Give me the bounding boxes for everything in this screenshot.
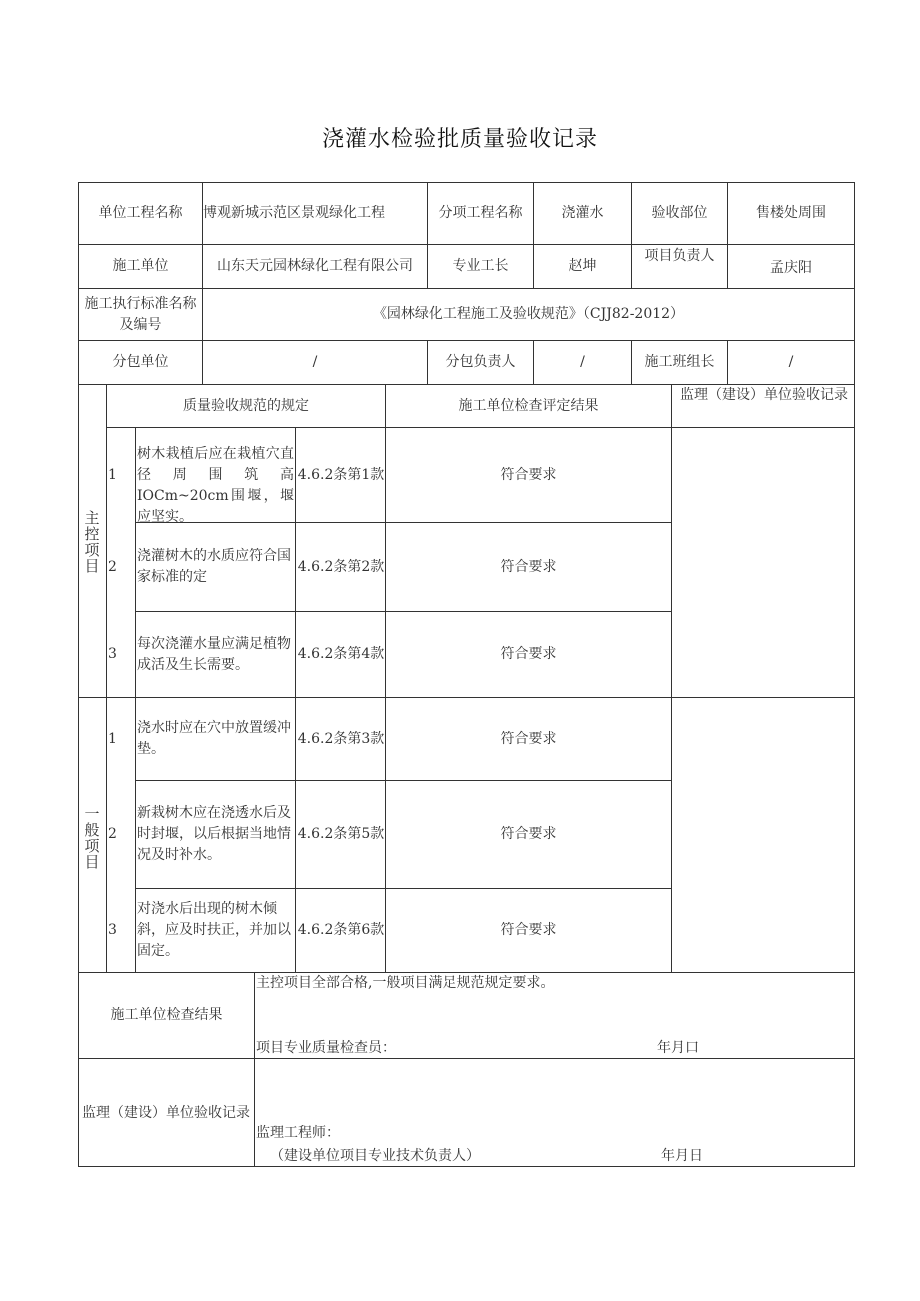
general-item-2-clause: 4.6.2条第5款: [297, 826, 385, 842]
main-item-2-result: 符合要求: [500, 558, 557, 575]
main-item-1-text: 树木栽植后应在栽植穴直径周围筑高IOCm~20cm围堰，堰应坚实。: [137, 446, 294, 525]
main-item-1-no: 1: [108, 466, 117, 483]
unit-project-label: 单位工程名称: [98, 205, 183, 221]
team-leader-value: /: [788, 354, 794, 370]
main-item-2-text: 浇灌树木的水质应符合国家标准的定: [137, 548, 291, 585]
contractor-result-text: 主控项目全部合格,一般项目满足规范规定要求。: [256, 975, 555, 991]
general-item-3-text: 对浇水后出现的树木倾斜，应及时扶正，并加以固定。: [137, 901, 291, 959]
main-item-3-text: 每次浇灌水量应满足植物成活及生长需要。: [137, 635, 291, 673]
main-item-1-result: 符合要求: [500, 466, 557, 483]
general-item-1-result: 符合要求: [500, 730, 557, 747]
general-item-2-result: 符合要求: [500, 826, 557, 842]
unit-project-value: 博观新城示范区景观绿化工程: [203, 205, 385, 221]
foreman-value: 赵坤: [568, 258, 597, 274]
page-title: 浇灌水检验批质量验收记录: [321, 127, 598, 152]
supervision-label: 监理（建设）单位验收记录: [82, 1104, 250, 1121]
engineer-label: 监理工程师：: [256, 1125, 340, 1141]
general-item-3-no: 3: [108, 922, 117, 938]
general-item-2-text: 新栽树木应在浇透水后及时封堰，以后根据当地情况及时补水。: [137, 805, 291, 863]
general-items-label: 一般项目: [84, 805, 100, 871]
main-items-label: 主控项目: [84, 509, 100, 575]
acceptance-part-value: 售楼处周围: [756, 205, 826, 221]
main-item-1-clause: 4.6.2条第1款: [297, 466, 385, 483]
column-supervision: 监理（建设）单位验收记录: [680, 387, 848, 403]
main-item-3-no: 3: [108, 646, 117, 662]
acceptance-part-label: 验收部位: [651, 205, 708, 221]
subcontractor-label: 分包单位: [112, 354, 169, 370]
owner-label: （建设单位项目专业技术负责人）: [270, 1148, 480, 1164]
contractor-label: 施工单位: [112, 258, 169, 274]
standard-value: 《园林绿化工程施工及验收规范》（CJJ82-2012）: [372, 306, 685, 322]
sub-project-value: 浇灌水: [561, 205, 604, 221]
general-item-2-no: 2: [108, 826, 117, 842]
general-item-1-no: 1: [108, 730, 117, 747]
sub-manager-label: 分包负责人: [445, 354, 516, 370]
main-item-3-result: 符合要求: [500, 646, 557, 662]
standard-label: 施工执行标准名称及编号: [84, 295, 197, 333]
pm-value: 孟庆阳: [770, 260, 812, 276]
general-item-1-text: 浇水时应在穴中放置缓冲垫。: [137, 720, 291, 757]
column-spec: 质量验收规范的规定: [183, 397, 309, 414]
sub-project-label: 分项工程名称: [438, 205, 523, 221]
inspector-date: 年月口: [657, 1040, 699, 1056]
inspector-label: 项目专业质量检查员：: [256, 1040, 396, 1056]
supervision-date: 年月日: [661, 1148, 703, 1164]
subcontractor-value: /: [312, 354, 318, 370]
team-leader-label: 施工班组长: [644, 354, 715, 370]
main-item-2-clause: 4.6.2条第2款: [297, 558, 385, 575]
general-item-3-clause: 4.6.2条第6款: [297, 922, 385, 938]
foreman-label: 专业工长: [452, 258, 509, 274]
main-item-2-no: 2: [108, 558, 117, 575]
column-result: 施工单位检查评定结果: [458, 397, 599, 414]
sub-manager-value: /: [580, 354, 585, 370]
pm-label: 项目负责人: [644, 247, 715, 264]
general-item-3-result: 符合要求: [500, 922, 557, 938]
main-item-3-clause: 4.6.2条第4款: [297, 646, 385, 662]
contractor-value: 山东天元园林绿化工程有限公司: [217, 258, 413, 274]
general-item-1-clause: 4.6.2条第3款: [297, 730, 385, 747]
contractor-result-label: 施工单位检查结果: [110, 1007, 223, 1023]
